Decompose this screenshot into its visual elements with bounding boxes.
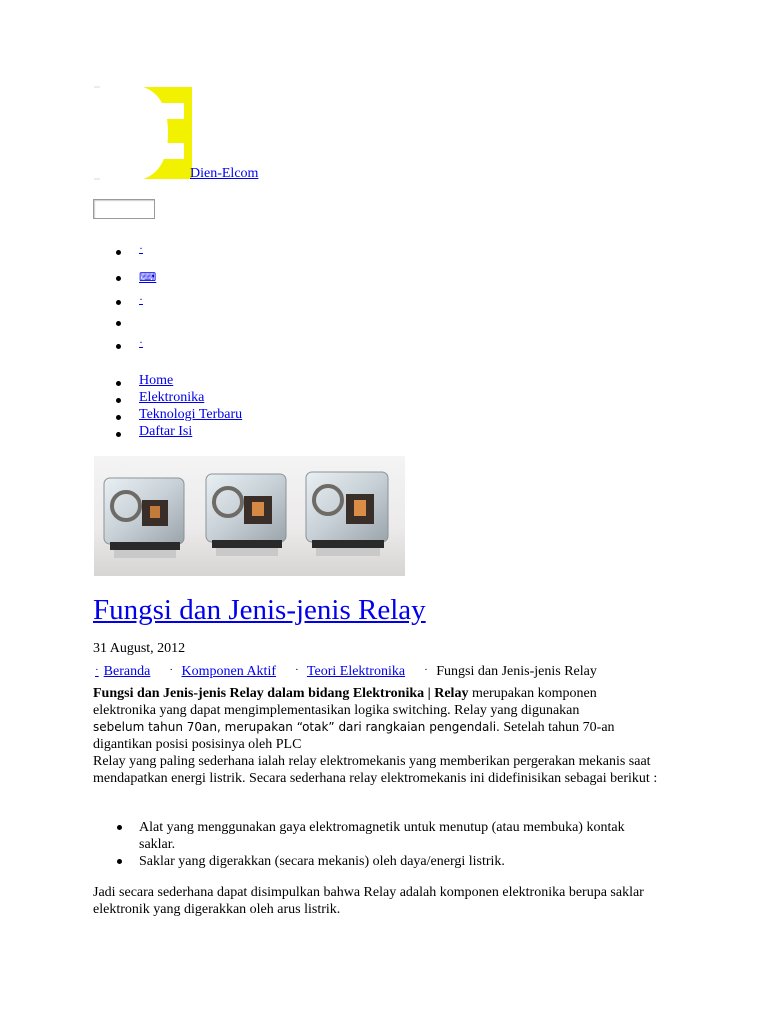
- logo-graphic: [94, 85, 194, 181]
- relay-photo: [94, 456, 405, 576]
- separator-dot-icon: ·: [424, 664, 428, 676]
- nav-link-teknologi[interactable]: Teknologi Terbaru: [139, 407, 243, 422]
- bullet-icon: [116, 432, 121, 437]
- relay-3: [306, 472, 388, 556]
- breadcrumb: [93, 664, 597, 680]
- list-item: Saklar yang digerakkan (secara mekanis) oleh daya/energi listrik.: [93, 853, 663, 870]
- nav-link-elektronika[interactable]: Elektronika: [139, 390, 205, 405]
- definition-list: [93, 819, 663, 870]
- post-title-link[interactable]: Fungsi dan Jenis-jenis Relay: [93, 594, 426, 626]
- breadcrumb-teori-elektronika[interactable]: Teori Elektronika: [306, 664, 406, 679]
- list-item: Alat yang menggunakan gaya elektromagnetik untuk menutup (atau membuka) kontak saklar.: [93, 819, 663, 853]
- breadcrumb-komponen-aktif[interactable]: Komponen Aktif: [181, 664, 276, 679]
- separator-dot-icon: ·: [169, 664, 173, 676]
- site-name-link[interactable]: Dien-Elcom: [190, 166, 259, 181]
- keyboard-icon[interactable]: ⌨: [139, 270, 157, 284]
- share-icon[interactable]: ·: [139, 335, 143, 349]
- bullet-icon: [116, 415, 121, 420]
- conclusion-paragraph: Jadi secara sederhana dapat disimpulkan bahwa Relay adalah komponen elektronika berupa saklar elektronik yang digerakkan oleh arus listrik.: [93, 885, 644, 917]
- relay-illustration: [94, 456, 405, 576]
- bullet-icon: [117, 859, 122, 864]
- bullet-icon: [116, 344, 121, 349]
- post-date: 31 August, 2012: [93, 641, 186, 656]
- breadcrumb-beranda[interactable]: · Beranda: [95, 664, 151, 679]
- intro-paragraph: Fungsi dan Jenis-jenis Relay dalam bidang Elektronika | Relay merupakan komponen elektronika yang dapat mengimplementasikan logika switching. Relay yang digunakan sebelum tahun 70an, merupakan “otak” dari rangkaian pengendali. Setelah tahun 70-an digantikan posisi posisinya oleh PLC: [93, 686, 615, 752]
- bullet-icon: [116, 321, 121, 326]
- share-icon[interactable]: ·: [139, 241, 143, 255]
- bullet-icon: [116, 250, 121, 255]
- separator-dot-icon: ·: [295, 664, 299, 676]
- bullet-icon: [116, 381, 121, 386]
- site-logo[interactable]: [94, 85, 194, 181]
- nav-link-home[interactable]: Home: [139, 373, 174, 388]
- search-input[interactable]: [93, 199, 155, 219]
- bullet-icon: [116, 300, 121, 305]
- bullet-icon: [116, 276, 121, 281]
- post-body: [93, 685, 663, 787]
- post-title: [93, 592, 426, 628]
- bullet-icon: [117, 825, 122, 830]
- relay-2: [206, 474, 286, 556]
- bullet-icon: [116, 398, 121, 403]
- nav-link-daftar-isi[interactable]: Daftar Isi: [139, 424, 193, 439]
- paragraph-2: Relay yang paling sederhana ialah relay elektromekanis yang memberikan pergerakan mekanis saat mendapatkan energi listrik. Secara sederhana relay elektromekanis ini didefinisikan sebagai berikut :: [93, 754, 658, 786]
- intro-bold: Fungsi dan Jenis-jenis Relay dalam bidang Elektronika | Relay: [93, 686, 469, 701]
- breadcrumb-current: Fungsi dan Jenis-jenis Relay: [436, 664, 597, 679]
- separator-dot-icon: ·: [95, 664, 99, 676]
- relay-1: [104, 478, 184, 558]
- share-icon[interactable]: ·: [139, 292, 143, 306]
